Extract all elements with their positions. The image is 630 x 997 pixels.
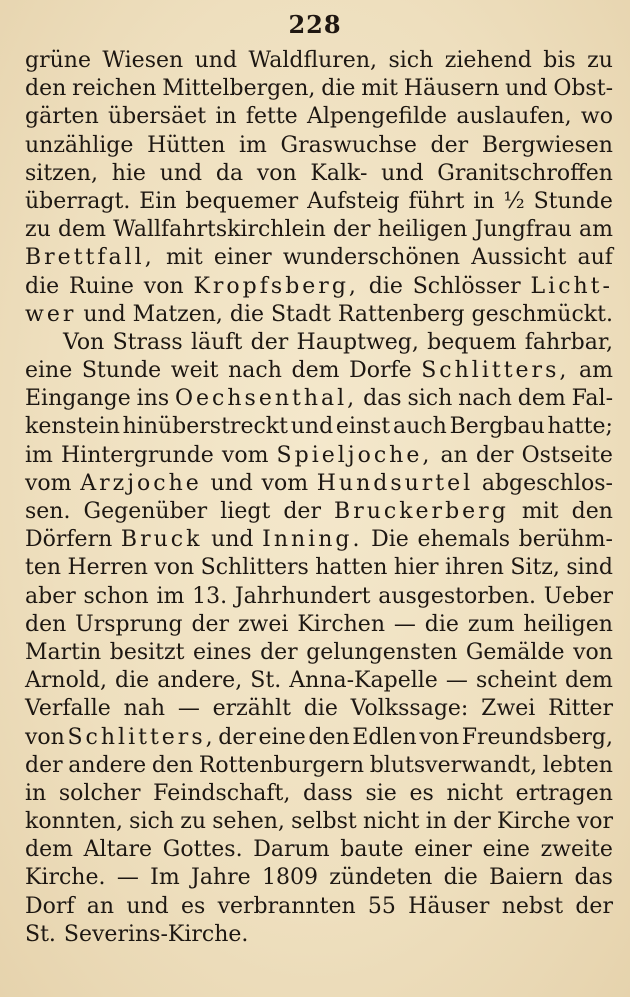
word: zündeten [329,865,433,891]
word: ausgestorben. [378,583,537,609]
word: scheint [476,668,557,694]
word: vom [221,442,269,468]
word: selbst [291,809,357,835]
word: und [194,48,238,73]
word: — [177,696,200,722]
word: nicht [362,809,420,835]
word: Waldfluren, [248,48,377,73]
word: ertragen [515,780,613,806]
word: das [363,386,402,412]
word: Jungfrau [474,217,572,243]
word: die [229,301,265,327]
word: fette [245,104,298,130]
word: der [218,724,256,750]
word: Graswuchse [280,132,417,158]
word: auf [577,245,613,271]
word: 55 [367,893,396,919]
word: in [473,188,495,214]
word: abgeschlos- [481,470,613,496]
text-line [25,470,613,498]
word: St. [250,668,282,694]
word: sehen, [212,809,285,835]
word: ziehend [444,48,532,73]
word: Inning. [262,527,363,553]
word: reichen [72,76,157,102]
word: Volkssage: [350,696,469,722]
word: und [210,470,253,496]
word: ins [136,386,170,412]
word: heiligen [523,611,613,637]
word: besitzt [109,639,185,665]
word: Hütten [147,132,226,158]
word: in [425,809,447,835]
body-text [25,47,613,949]
word: Aufsteig [307,188,400,214]
word: Kalk- [310,160,368,186]
word: Kropfsberg, [193,273,359,299]
word: nebst [501,893,564,919]
word: Freundsberg, [461,724,613,750]
word: zu [25,217,51,243]
word: 13. [192,583,228,609]
page-number: 228 [288,10,342,39]
word: Herren [67,555,148,581]
text-line [25,47,613,75]
word: Rottenburgern [198,752,365,778]
word: Im [150,865,180,891]
word: Schlitters, [67,724,216,750]
word: im [238,132,267,158]
word: grüne [25,48,91,73]
word: an [440,442,468,468]
word: sich [407,386,453,412]
word: Edlen [352,724,417,750]
word: der [453,809,491,835]
word: weit [170,358,219,384]
word: Wiesen [102,48,184,73]
word: sie [365,780,397,806]
word: heiligen [377,217,468,243]
word: im [156,583,185,609]
word: der [575,893,613,919]
text-line [25,273,613,301]
word: Stadt [270,301,331,327]
word: ehemals [417,527,510,553]
word: Ursprung [75,611,183,637]
word: zu [180,809,206,835]
text-line [25,75,613,103]
word: Feindschaft, [153,780,291,806]
word: vom [25,470,72,496]
word: ten [25,555,62,581]
word: liegt [220,499,271,524]
word: und [126,893,169,919]
text-line [25,921,613,949]
text-line [25,498,613,526]
word: Gegenüber [83,499,208,524]
word: zum [467,611,515,637]
word: der [191,611,230,637]
word: andere [68,752,147,778]
word: einer [213,245,272,271]
word: das [574,865,613,891]
word: andere, [157,668,243,694]
word: — [116,865,139,891]
word: mit [521,499,559,524]
text-line [25,611,613,639]
word: und [290,414,334,440]
text-line [25,583,613,611]
text-line [25,752,613,780]
word: Kirche [497,809,571,835]
word: eine [482,837,530,863]
word: die [115,668,150,694]
word: von [154,555,195,581]
word: dem [517,386,566,412]
word: der [250,329,289,355]
word: lebten [542,752,613,778]
word: Schlösser [412,273,521,299]
text-line [25,413,613,441]
text-line [25,103,613,131]
word: Ritter [548,696,613,722]
word: solcher [58,780,141,806]
word: da [215,160,244,186]
word: unzählige [25,132,134,158]
word: 1809 [261,865,318,891]
word: am [578,358,613,384]
text-line [25,808,613,836]
word: einst [335,414,391,440]
word: Bruck [120,527,203,553]
word: hatten [315,555,388,581]
word: und [505,76,548,102]
text-line [25,695,613,723]
text-line [25,667,613,695]
word: schon [83,583,149,609]
word: Brettfall, [25,245,155,271]
word: übersäet [108,104,207,130]
word: Jahre [191,865,251,891]
word: Bergbau [449,414,545,440]
word: Alpengefilde [306,104,448,130]
word: verbrannten [217,893,356,919]
word: vom [261,470,309,496]
word: nicht [446,780,504,806]
word: von [573,639,613,665]
word: der [283,499,321,524]
word: in [25,780,47,806]
word: Strass [112,329,183,355]
word: Bergwiesen [481,132,613,158]
word: Altare [83,837,153,863]
word: in [215,104,237,130]
word: Sitz, [510,555,560,581]
word: läuft [191,329,243,355]
text-line [25,893,613,921]
word: Stunde [533,188,613,214]
word: Stunde [81,358,162,384]
word: Granitschroffen [437,160,613,186]
word: Licht- [530,273,613,299]
word: sen. [25,499,71,524]
word: Gemälde [465,639,565,665]
text-line [25,526,613,554]
word: der [25,752,63,778]
word: Ueber [543,583,613,609]
word: Zwei [481,696,536,722]
text-line [25,188,613,216]
word: aber [25,583,76,609]
word: dem [564,668,613,694]
word: Arzjoche [80,470,202,496]
word: es [409,780,434,806]
word: fahrbar, [524,329,613,355]
word: Ostseite [521,442,613,468]
word: nach [228,358,282,384]
word: Häusern [403,76,500,102]
word: Schlitters, [421,358,570,384]
word: mit [165,245,203,271]
text-line [25,864,613,892]
text-line [25,357,613,385]
word: sind [566,555,613,581]
word: Von [63,329,105,355]
word: und [381,160,424,186]
word: einer [414,837,472,863]
word: Die [371,527,409,553]
word: den [25,611,67,637]
word: konnten, [25,809,123,835]
word: den [308,724,350,750]
word: Darum [253,837,330,863]
word: vor [576,809,613,835]
word: und [83,301,126,327]
word: dem [25,837,73,863]
word: Martin [25,639,102,665]
word: sich [388,48,434,73]
word: am [578,217,613,243]
word: eine [258,724,306,750]
word: es [181,893,206,919]
text-line [25,780,613,808]
word: die [25,273,60,299]
text-line [25,385,613,413]
word: Spieljoche, [276,442,433,468]
word: dass [303,780,353,806]
word: Wallfahrtskirchlein [113,217,326,243]
word: von [256,160,297,186]
word: hier [393,555,439,581]
text-line [25,244,613,272]
word: von [143,273,184,299]
text-line [25,160,613,188]
word: Obst- [553,76,613,102]
word: wo [580,104,613,130]
word: gärten [25,104,99,130]
word: bequemer [185,188,299,214]
word: die [303,696,338,722]
text-line [25,554,613,582]
word: bis [543,48,576,73]
word: — [445,668,468,694]
word: den [571,499,613,524]
word: hinüberstreckt [122,414,288,440]
text-line [25,301,613,329]
word: sich [129,809,174,835]
word: zweite [540,837,613,863]
word: Severins-Kirche. [63,921,249,947]
word: erzählt [212,696,291,722]
word: der [260,639,298,665]
word: Hundsurtel [316,470,474,496]
word: der [332,217,371,243]
word: Ein [139,188,177,214]
word: mit [361,76,398,102]
word: St. [25,921,56,947]
word: Mittelbergen, [162,76,316,102]
word: baute [340,837,404,863]
word: zwei [237,611,289,637]
word: Häuser [408,893,490,919]
word: Hauptweg, [296,329,419,355]
word: von [419,724,460,750]
word: Dorf [25,893,75,919]
text-line [25,329,613,357]
word: auch [393,414,447,440]
word: blutsverwandt, [369,752,538,778]
word: und [211,527,254,553]
text-line [25,442,613,470]
word: die [443,865,478,891]
word: nah [123,696,166,722]
text-line [25,216,613,244]
word: Verfalle [25,696,111,722]
word: bequem [427,329,517,355]
word: nach [458,386,512,412]
word: im [25,442,53,468]
word: die [424,611,459,637]
word: Oechsenthal, [175,386,358,412]
word: überragt. [25,188,131,214]
word: Jahrhundert [234,583,371,609]
word: Bruckerberg [334,499,509,524]
text-line [25,724,613,752]
word: und [159,160,203,186]
word: führt [408,188,465,214]
word: von [25,724,65,750]
word: ihren [445,555,504,581]
word: Rattenberg [337,301,465,327]
text-line [25,132,613,160]
word: Ruine [68,273,134,299]
word: Hintergrunde [61,442,214,468]
text-line [25,639,613,667]
word: Dorfe [349,358,412,384]
word: dem [291,358,340,384]
word: dem [57,217,106,243]
word: Schlitters [200,555,309,581]
word: Dörfern [25,527,113,553]
word: eine [25,358,73,384]
word: der [430,132,469,158]
word: eines [192,639,252,665]
word: Baiern [489,865,564,891]
word: kenstein [25,414,120,440]
word: hie [111,160,146,186]
word: die [368,273,403,299]
word: hatte; [547,414,613,440]
word: Eingange [25,386,131,412]
word: — [393,611,416,637]
word: Matzen, [132,301,223,327]
word: Arnold, [25,668,107,694]
word: ½ [503,188,525,214]
word: den [25,76,67,102]
word: Fal- [571,386,613,412]
word: gelungensten [306,639,458,665]
word: Anna-Kapelle [289,668,438,694]
word: zu [587,48,613,73]
word: berühm- [518,527,613,553]
word: wer [25,301,77,327]
word: Kirche. [25,865,106,891]
word: Aussicht [471,245,567,271]
word: Kirchen [297,611,385,637]
word: auslaufen, [456,104,572,130]
word: den [151,752,194,778]
word: Gottes. [162,837,243,863]
word: die [321,76,356,102]
word: geschmückt. [471,301,613,327]
text-line [25,836,613,864]
word: wunderschönen [282,245,461,271]
word: an [86,893,115,919]
word: der [475,442,514,468]
word: sitzen, [25,160,98,186]
